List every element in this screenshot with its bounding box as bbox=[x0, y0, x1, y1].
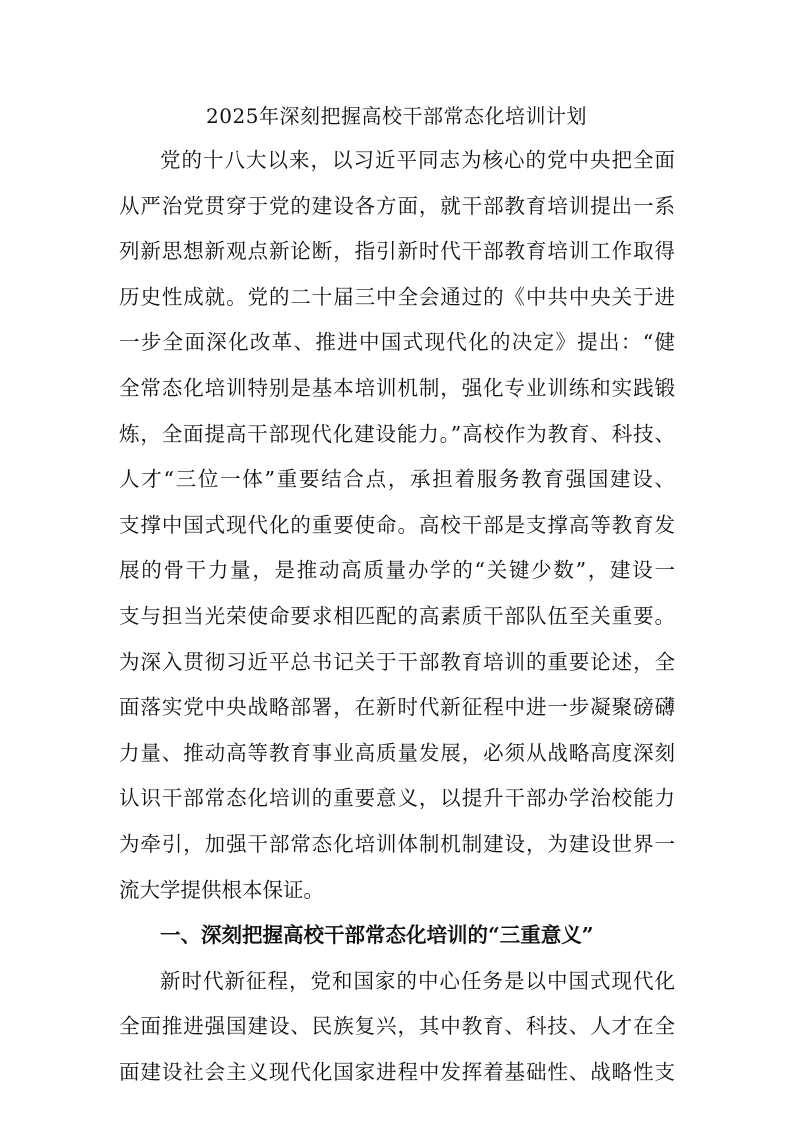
paragraph-line: 流大学提供根本保证。 bbox=[119, 877, 324, 902]
paragraph-line: 党的十八大以来，以习近平同志为核心的党中央把全面 bbox=[160, 148, 675, 172]
paragraph-line: 全面推进强国建设、民族复兴，其中教育、科技、人才在全 bbox=[119, 1014, 675, 1039]
paragraph-line: 全常态化培训特别是基本培训机制，强化专业训练和实践锻 bbox=[119, 375, 675, 400]
paragraph-line: 支与担当光荣使命要求相匹配的高素质干部队伍至关重要。 bbox=[119, 603, 675, 628]
paragraph-line: 认识干部常态化培训的重要意义，以提升干部办学治校能力 bbox=[119, 786, 675, 811]
paragraph-line: 支撑中国式现代化的重要使命。高校干部是支撑高等教育发 bbox=[119, 512, 675, 537]
paragraph-line: 一步全面深化改革、推进中国式现代化的决定》提出：“健 bbox=[119, 330, 675, 355]
paragraph-line: 为深入贯彻习近平总书记关于干部教育培训的重要论述，全 bbox=[119, 649, 675, 674]
paragraph-line: 面建设社会主义现代化国家进程中发挥着基础性、战略性支 bbox=[119, 1059, 675, 1084]
paragraph-line: 面落实党中央战略部署，在新时代新征程中进一步凝聚磅礴 bbox=[119, 695, 675, 720]
paragraph-line: 人才“三位一体”重要结合点，承担着服务教育强国建设、 bbox=[119, 467, 675, 492]
paragraph-line: 历史性成就。党的二十届三中全会通过的《中共中央关于进 bbox=[119, 284, 675, 309]
paragraph-line: 力量、推动高等教育事业高质量发展，必须从战略高度深刻 bbox=[119, 740, 675, 765]
paragraph-line: 炼，全面提高干部现代化建设能力。”高校作为教育、科技、 bbox=[119, 421, 675, 446]
document-body bbox=[119, 138, 675, 1095]
paragraph-line: 新时代新征程，党和国家的中心任务是以中国式现代化 bbox=[160, 968, 675, 993]
document-title: 2025年深刻把握高校干部常态化培训计划 bbox=[206, 104, 587, 128]
paragraph-line: 为牵引，加强干部常态化培训体制机制建设，为建设世界一 bbox=[119, 831, 675, 856]
paragraph-line: 列新思想新观点新论断，指引新时代干部教育培训工作取得 bbox=[119, 239, 675, 264]
section-heading: 一、深刻把握高校干部常态化培训的“三重意义” bbox=[160, 923, 594, 948]
paragraph-line: 从严治党贯穿于党的建设各方面，就干部教育培训提出一系 bbox=[119, 193, 675, 218]
paragraph-line: 展的骨干力量，是推动高质量办学的“关键少数”，建设一 bbox=[119, 558, 675, 583]
